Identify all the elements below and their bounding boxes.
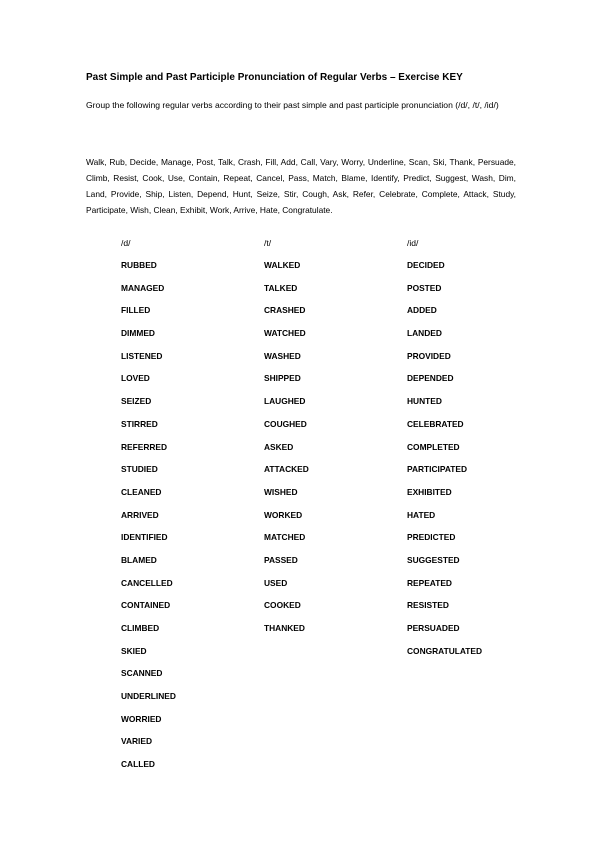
verb-item: POSTED	[407, 282, 442, 293]
verb-item: PASSED	[264, 554, 298, 565]
verb-item: PROVIDED	[407, 350, 451, 361]
verb-item: TALKED	[264, 282, 298, 293]
verb-item: CRASHED	[264, 305, 306, 316]
verb-item: PREDICTED	[407, 532, 456, 543]
column-d	[121, 236, 176, 780]
verb-item: LISTENED	[121, 350, 163, 361]
verb-item: WISHED	[264, 486, 298, 497]
verb-item: LOVED	[121, 373, 150, 384]
verb-item: RESISTED	[407, 600, 449, 611]
verb-item: COMPLETED	[407, 441, 460, 452]
verb-item: PARTICIPATED	[407, 464, 468, 475]
verb-list-t	[264, 258, 309, 644]
verb-item: ASKED	[264, 441, 294, 452]
verb-item: CALLED	[121, 759, 155, 770]
verb-item: REPEATED	[407, 577, 452, 588]
verb-list-id	[407, 258, 482, 666]
verb-item: REFERRED	[121, 441, 168, 452]
verb-item: HUNTED	[407, 396, 442, 407]
verb-item: CELEBRATED	[407, 418, 464, 429]
verb-list-d	[121, 258, 176, 780]
verb-item: IDENTIFIED	[121, 532, 168, 543]
page-title: Past Simple and Past Participle Pronunciation of Regular Verbs – Exercise KEY	[86, 72, 463, 83]
verb-item: CONGRATULATED	[407, 645, 483, 656]
verb-item: DIMMED	[121, 328, 155, 339]
verb-item: THANKED	[264, 623, 305, 633]
verb-item: COUGHED	[264, 418, 307, 429]
verb-item: HATED	[407, 509, 436, 520]
verb-item: DEPENDED	[407, 373, 454, 384]
verb-item: CLEANED	[121, 486, 162, 497]
word-bank: Walk, Rub, Decide, Manage, Post, Talk, Crash, Fill, Add, Call, Vary, Worry, Underline, Scan, Ski, Thank, Persuade, Climb, Resist, Cook, Use, Contain, Repeat, Cancel, Pass, Match, Blame, Identify, Predict, Suggest, Wash, Dim, Land, Provide, Ship, Listen, Depend, Hunt, Seize, Stir, Cough, Ask, Refer, Celebrate, Complete, Attack, Study, Participate, Wish, Clean, Exhibit, Work, Arrive, Hate, Congratulate.	[86, 157, 516, 215]
verb-item: LANDED	[407, 328, 442, 339]
verb-item: SHIPPED	[264, 373, 301, 384]
verb-item: FILLED	[121, 305, 151, 316]
verb-item: UNDERLINED	[121, 691, 176, 702]
column-t	[264, 236, 309, 644]
verb-item: CANCELLED	[121, 577, 173, 588]
verb-item: SEIZED	[121, 396, 152, 407]
column-header-d: /d/	[121, 238, 131, 248]
verb-item: MATCHED	[264, 532, 306, 543]
verb-item: WASHED	[264, 350, 301, 361]
verb-item: MANAGED	[121, 282, 165, 293]
verb-item: WORRIED	[121, 713, 162, 724]
column-header-id: /id/	[407, 238, 419, 248]
verb-item: LAUGHED	[264, 396, 306, 407]
verb-item: SCANNED	[121, 668, 163, 679]
verb-item: RUBBED	[121, 260, 157, 270]
verb-item: CLIMBED	[121, 623, 160, 633]
verb-item: PERSUADED	[407, 623, 460, 633]
column-id	[407, 236, 482, 666]
verb-item: STIRRED	[121, 418, 158, 429]
verb-item: ADDED	[407, 305, 437, 316]
verb-item: COOKED	[264, 600, 301, 611]
verb-item: WALKED	[264, 260, 301, 270]
verb-item: ATTACKED	[264, 464, 309, 475]
instructions: Group the following regular verbs according to their past simple and past participle pronunciation (/d/, /t/, /id/)	[86, 100, 499, 110]
verb-item: EXHIBITED	[407, 486, 452, 497]
verb-item: VARIED	[121, 736, 153, 747]
verb-item: STUDIED	[121, 464, 158, 475]
verb-item: SKIED	[121, 645, 147, 656]
verb-item: WATCHED	[264, 328, 306, 339]
verb-item: SUGGESTED	[407, 554, 460, 565]
verb-item: DECIDED	[407, 260, 445, 270]
verb-item: BLAMED	[121, 554, 157, 565]
verb-item: CONTAINED	[121, 600, 171, 611]
verb-item: ARRIVED	[121, 509, 159, 520]
verb-item: USED	[264, 577, 288, 588]
column-header-t: /t/	[264, 238, 272, 248]
verb-item: WORKED	[264, 509, 303, 520]
